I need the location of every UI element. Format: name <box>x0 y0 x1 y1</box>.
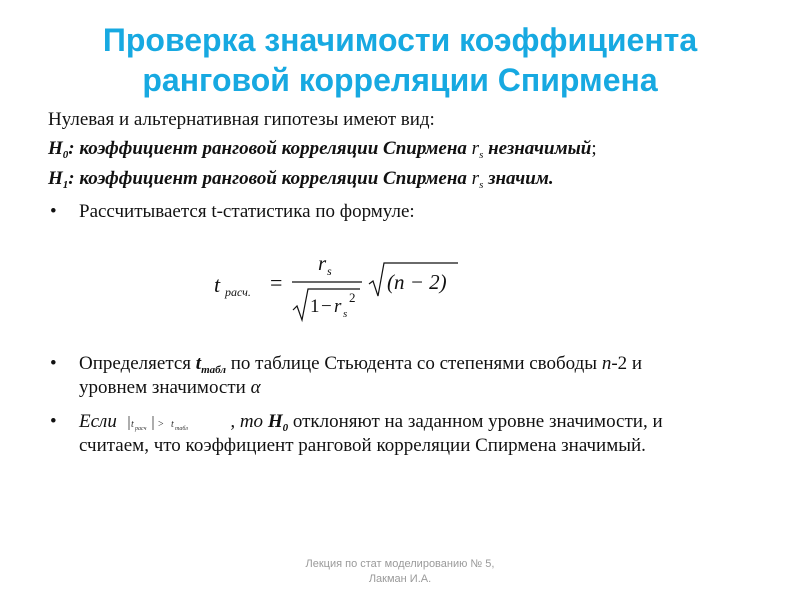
b3-h: H <box>267 411 283 432</box>
slide-title <box>0 20 800 100</box>
slide-title-line-1: Проверка значимости коэффициента <box>102 22 698 58</box>
footer-line-1: Лекция по стат моделированию № 5, <box>305 558 495 570</box>
bullet-dot: • <box>50 353 57 374</box>
h0-rs: r <box>471 138 480 159</box>
b2-pre: Определяется <box>79 353 196 374</box>
footer-line-2: Лакман И.А. <box>368 573 432 585</box>
formula-equals: = <box>270 270 283 295</box>
bullet-dot: • <box>50 201 57 222</box>
inline-t1-sub: расч <box>134 426 147 432</box>
h0-sub: 0 <box>62 149 69 161</box>
h0-rs-sub: s <box>479 149 484 161</box>
b3-if: Если <box>79 411 117 432</box>
formula-t-sub: расч. <box>225 285 251 299</box>
b3-then: , то <box>230 411 268 432</box>
h1-text: : коэффициент ранговой корреляции Спирмена <box>68 168 472 189</box>
formula-den-s: s <box>343 308 348 320</box>
inline-t2-sub: табл <box>174 426 188 432</box>
formula-den-one: 1 <box>310 296 320 317</box>
formula-den-r: r <box>334 296 342 317</box>
slide-title-line-2: ранговой корреляции Спирмена <box>142 62 658 98</box>
null-hypothesis <box>48 137 597 161</box>
h1-rs-sub: s <box>479 179 484 191</box>
inline-t1: t <box>130 419 134 430</box>
bullet-decision-rule-text <box>79 410 779 458</box>
formula-sqrt-body: (n − 2) <box>387 270 447 294</box>
h0-text: : коэффициент ранговой корреляции Спирмена <box>68 138 472 159</box>
h1-sub: 1 <box>62 179 69 191</box>
formula-den-minus: − <box>321 296 332 317</box>
slide-footer <box>0 557 800 587</box>
inline-gt: > <box>157 419 164 430</box>
h0-end: ; <box>591 138 597 159</box>
inline-t2: t <box>170 419 174 430</box>
b2-mid: по таблице Стьюдента со степенями свободы <box>226 353 602 374</box>
b2-alpha: α <box>250 377 261 398</box>
alternative-hypothesis <box>48 167 554 191</box>
b3-line2: считаем, что коэффициент ранговой корреляции Спирмена значимый. <box>79 435 646 456</box>
b2-line2: уровнем значимости <box>79 377 251 398</box>
b2-n: n <box>601 353 612 374</box>
bullet-t-table-text <box>79 352 779 400</box>
bullet-t-statistic-text: Рассчитывается t-статистика по формуле: <box>79 201 415 222</box>
b2-t-sub: табл <box>201 364 226 376</box>
formula-t: t <box>214 272 221 297</box>
hypotheses-intro: Нулевая и альтернативная гипотезы имеют вид: <box>48 109 435 130</box>
h1-rs: r <box>471 168 480 189</box>
formula-num-r: r <box>318 251 327 275</box>
b2-t: t <box>195 353 202 374</box>
bullet-dot: • <box>50 411 57 432</box>
h1-symbol: H <box>48 168 63 189</box>
inline-comparison-formula <box>126 413 222 433</box>
b2-post: -2 и <box>611 353 643 374</box>
formula-den-squared: 2 <box>349 290 356 305</box>
b3-h-sub: 0 <box>282 422 289 434</box>
b3-rest: отклоняют на заданном уровне значимости, и <box>288 411 663 432</box>
h0-symbol: H <box>48 138 63 159</box>
t-statistic-formula <box>200 248 480 326</box>
h1-tail: значим. <box>483 168 554 189</box>
formula-num-s: s <box>327 264 332 278</box>
h0-tail: незначимый <box>483 138 592 159</box>
